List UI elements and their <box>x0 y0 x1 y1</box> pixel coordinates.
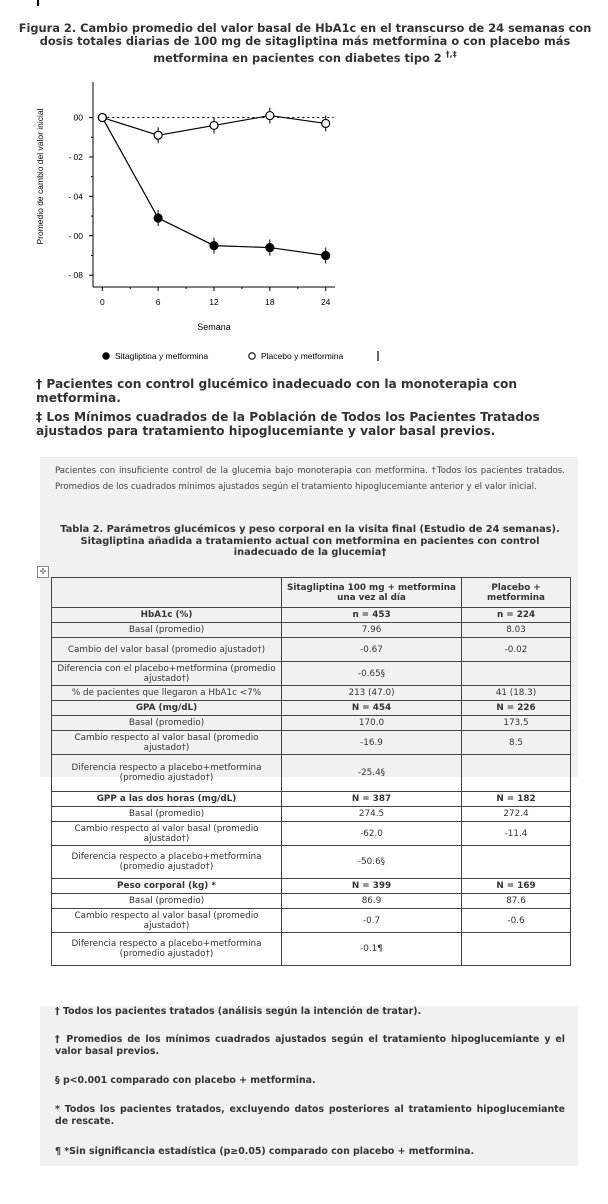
row-label: % de pacientes que llegaron a HbA1c <7% <box>52 686 282 701</box>
placebo-value: N = 182 <box>462 792 571 807</box>
sitagliptin-value: -0.67 <box>282 638 462 662</box>
data-point <box>98 114 106 122</box>
text-cursor <box>37 0 39 6</box>
table-section-row <box>52 608 571 623</box>
data-point <box>210 242 218 250</box>
sitagliptin-value: -0.7 <box>282 909 462 933</box>
placebo-value: 173.5 <box>462 716 571 731</box>
row-label: Cambio del valor basal (promedio ajustado†) <box>52 638 282 662</box>
y-tick-label: 00 <box>73 112 83 123</box>
row-label: Basal (promedio) <box>52 894 282 909</box>
sitagliptin-value: 274.5 <box>282 807 462 822</box>
placebo-value: -11.4 <box>462 822 571 846</box>
y-tick-label: - 02 <box>68 151 83 162</box>
table-section-row <box>52 701 571 716</box>
sitagliptin-value: 170.0 <box>282 716 462 731</box>
hba1c-line-chart <box>30 75 380 370</box>
placebo-value: 8.03 <box>462 623 571 638</box>
sitagliptin-value: 86.9 <box>282 894 462 909</box>
data-point <box>154 214 162 222</box>
row-label: Diferencia respecto a placebo+metformina (promedio ajustado†) <box>52 755 282 792</box>
sitagliptin-value: 7.96 <box>282 623 462 638</box>
row-label: GPP a las dos horas (mg/dL) <box>52 792 282 807</box>
legend-label-placebo: Placebo y metformina <box>261 351 344 361</box>
figure-title <box>10 22 600 65</box>
sitagliptin-value: -16.9 <box>282 731 462 755</box>
data-point <box>322 251 330 259</box>
data-point <box>210 121 218 129</box>
placebo-value <box>462 662 571 686</box>
sitagliptin-value: -25.4§ <box>282 755 462 792</box>
placebo-value: N = 169 <box>462 879 571 894</box>
table-footnote: ¶ *Sin significancia estadística (p≥0.05) comparado con placebo + metformina. <box>55 1146 475 1157</box>
table-row <box>52 909 571 933</box>
table-title: Tabla 2. Parámetros glucémicos y peso corporal en la visita final (Estudio de 24 semanas). Sitagliptina añadida a tratamiento actual con metformina en pacientes con control inadecuado de la glucemia† <box>60 524 560 559</box>
y-axis-label: Promedio de cambio del valor inicial <box>35 108 45 245</box>
sitagliptin-value: N = 399 <box>282 879 462 894</box>
legend-marker-sitagliptin <box>103 353 109 359</box>
table-row <box>52 662 571 686</box>
table-section-row <box>52 792 571 807</box>
y-tick-label: - 04 <box>68 191 83 202</box>
placebo-value: -0.02 <box>462 638 571 662</box>
footnote-double-dagger: ‡ Los Mínimos cuadrados de la Población de Todos los Pacientes Tratados ajustados para tratamiento hipoglucemiante y valor basal previos. <box>36 410 540 438</box>
series-line-0 <box>102 118 325 256</box>
row-label: Basal (promedio) <box>52 807 282 822</box>
row-label: Cambio respecto al valor basal (promedio ajustado†) <box>52 822 282 846</box>
row-label: Diferencia con el placebo+metformina (promedio ajustado†) <box>52 662 282 686</box>
placebo-value: -0.6 <box>462 909 571 933</box>
row-label: HbA1c (%) <box>52 608 282 623</box>
placebo-value <box>462 933 571 966</box>
data-point <box>154 131 162 139</box>
x-tick-label: 24 <box>320 297 331 307</box>
placebo-value: 272.4 <box>462 807 571 822</box>
data-point <box>266 112 274 120</box>
placebo-value <box>462 846 571 879</box>
sitagliptin-value: N = 454 <box>282 701 462 716</box>
table-row <box>52 894 571 909</box>
placebo-value: 8.5 <box>462 731 571 755</box>
row-label: Basal (promedio) <box>52 623 282 638</box>
x-tick-label: 6 <box>155 297 161 307</box>
placebo-value <box>462 755 571 792</box>
table-row <box>52 731 571 755</box>
y-tick-label: - 08 <box>68 270 83 281</box>
figure-title-text: Figura 2. Cambio promedio del valor basal de HbA1c en el transcurso de 24 semanas con dosis totales diarias de 100 mg de sitagliptina más metformina o con placebo más metformina en pacientes con diabetes tipo 2 <box>18 21 592 65</box>
header-empty-cell <box>52 578 282 608</box>
table-row <box>52 822 571 846</box>
header-placebo: Placebo + metformina <box>462 578 571 608</box>
header-sitagliptin: Sitagliptina 100 mg + metformina una vez al día <box>282 578 462 608</box>
table-row <box>52 716 571 731</box>
table-row <box>52 807 571 822</box>
table-row <box>52 846 571 879</box>
x-tick-label: 12 <box>209 297 219 307</box>
row-label: Cambio respecto al valor basal (promedio ajustado†) <box>52 909 282 933</box>
intro-paragraph: Pacientes con insuficiente control de la glucemia bajo monoterapia con metformina. †Todos los pacientes tratados. Promedios de los cuadrados mínimos ajustados según el tratamiento hipoglucemiante anterior y el valor inicial. <box>55 466 565 492</box>
table-move-handle-icon[interactable]: ✣ <box>37 566 49 578</box>
glycemic-parameters-table <box>51 577 571 966</box>
placebo-value: N = 226 <box>462 701 571 716</box>
legend-marker-placebo <box>249 353 255 359</box>
x-tick-label: 18 <box>265 297 275 307</box>
sitagliptin-value: -50.6§ <box>282 846 462 879</box>
legend-label-sitagliptin: Sitagliptina y metformina <box>115 351 209 361</box>
sitagliptin-value: N = 387 <box>282 792 462 807</box>
placebo-value: 87.6 <box>462 894 571 909</box>
sitagliptin-value: -0.1¶ <box>282 933 462 966</box>
row-label: GPA (mg/dL) <box>52 701 282 716</box>
placebo-value: 41 (18.3) <box>462 686 571 701</box>
x-axis-label: Semana <box>197 322 231 332</box>
y-tick-label: - 00 <box>68 230 83 241</box>
table-footnote: * Todos los pacientes tratados, excluyendo datos posteriores al tratamiento hipoglucemiante de rescate. <box>55 1104 565 1127</box>
sitagliptin-value: n = 453 <box>282 608 462 623</box>
table-section-row <box>52 879 571 894</box>
table-footnote: † Promedios de los mínimos cuadrados ajustados según el tratamiento hipoglucemiante y el valor basal previos. <box>55 1034 565 1057</box>
table-row <box>52 686 571 701</box>
figure-title-marks: †,‡ <box>445 50 457 59</box>
row-label: Diferencia respecto a placebo+metformina (promedio ajustado†) <box>52 846 282 879</box>
row-label: Cambio respecto al valor basal (promedio ajustado†) <box>52 731 282 755</box>
row-label: Peso corporal (kg) * <box>52 879 282 894</box>
x-tick-label: 0 <box>99 297 105 307</box>
table-row <box>52 623 571 638</box>
placebo-value: n = 224 <box>462 608 571 623</box>
row-label: Basal (promedio) <box>52 716 282 731</box>
table-footnote: § p<0.001 comparado con placebo + metformina. <box>55 1075 316 1086</box>
data-point <box>266 244 274 252</box>
sitagliptin-value: -0.65§ <box>282 662 462 686</box>
table-row <box>52 933 571 966</box>
footnote-dagger: † Pacientes con control glucémico inadecuado con la monoterapia con metformina. <box>36 377 518 405</box>
table-footnote: † Todos los pacientes tratados (análisis según la intención de tratar). <box>55 1006 422 1017</box>
table-row <box>52 755 571 792</box>
sitagliptin-value: 213 (47.0) <box>282 686 462 701</box>
row-label: Diferencia respecto a placebo+metformina (promedio ajustado†) <box>52 933 282 966</box>
sitagliptin-value: -62.0 <box>282 822 462 846</box>
data-point <box>322 119 330 127</box>
table-row <box>52 638 571 662</box>
table-header-row <box>52 578 571 608</box>
